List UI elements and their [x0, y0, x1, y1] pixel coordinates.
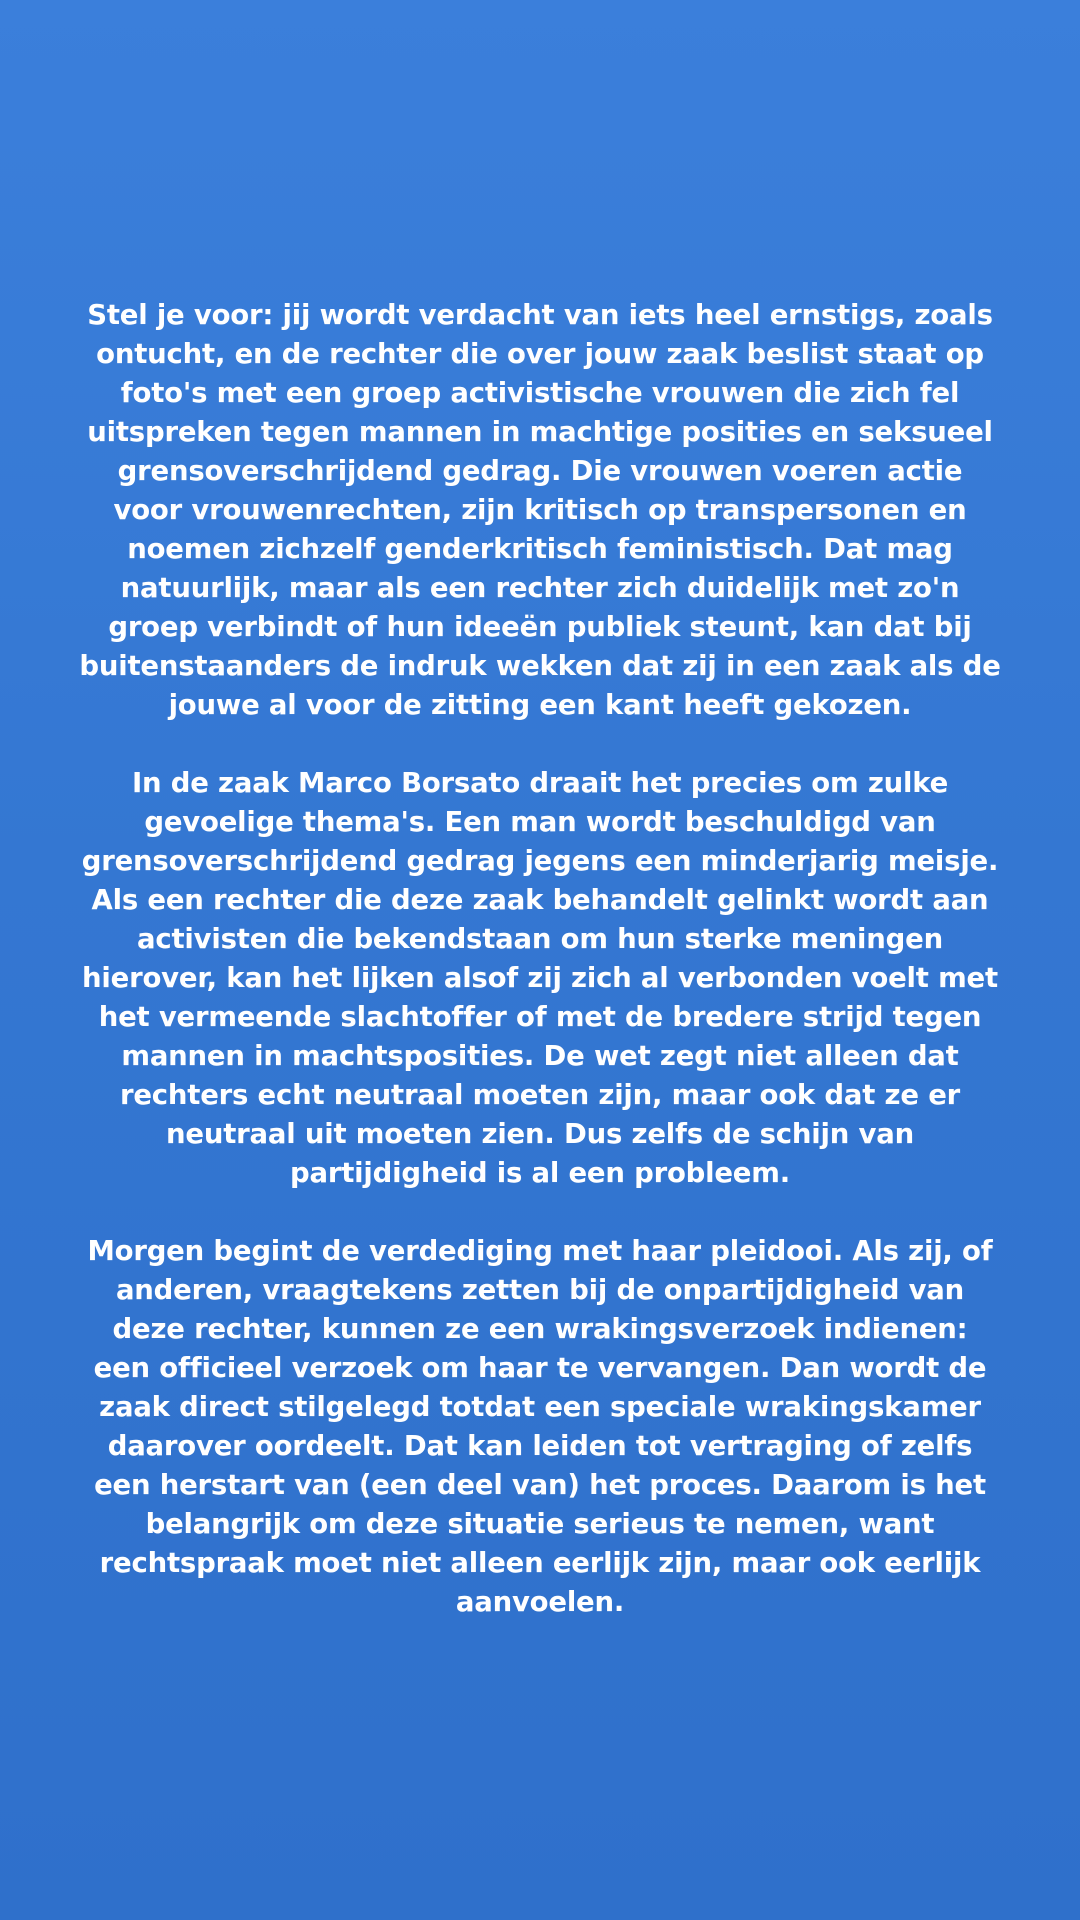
text-line: belangrijk om deze situatie serieus te nemen, want: [145, 1508, 935, 1540]
text-line: uitspreken tegen mannen in machtige posities en seksueel: [87, 416, 993, 448]
text-line: deze rechter, kunnen ze een wrakingsverzoek indienen:: [112, 1313, 968, 1345]
text-line: gevoelige thema's. Een man wordt beschuldigd van: [144, 806, 936, 838]
text-line: In de zaak Marco Borsato draait het precies om zulke: [131, 767, 949, 799]
text-line: zaak direct stilgelegd totdat een speciale wrakingskamer: [99, 1391, 981, 1423]
text-line: groep verbindt of hun ideeën publiek steunt, kan dat bij: [108, 611, 972, 643]
text-line: het vermeende slachtoffer of met de bredere strijd tegen: [98, 1001, 982, 1033]
text-line: aanvoelen.: [455, 1586, 625, 1618]
text-line: natuurlijk, maar als een rechter zich duidelijk met zo'n: [120, 572, 960, 604]
text-line: mannen in machtsposities. De wet zegt niet alleen dat: [121, 1040, 959, 1072]
text-line: een officieel verzoek om haar te vervangen. Dan wordt de: [93, 1352, 987, 1384]
text-line: voor vrouwenrechten, zijn kritisch op transpersonen en: [113, 494, 967, 526]
story-text-block: [40, 296, 1040, 1661]
text-line: grensoverschrijdend gedrag. Die vrouwen voeren actie: [117, 455, 963, 487]
paragraph-1: [40, 296, 1040, 725]
text-line: jouwe al voor de zitting een kant heeft gekozen.: [168, 689, 912, 721]
text-line: hierover, kan het lijken alsof zij zich al verbonden voelt met: [82, 962, 998, 994]
text-line: een herstart van (een deel van) het proces. Daarom is het: [94, 1469, 986, 1501]
text-line: foto's met een groep activistische vrouwen die zich fel: [120, 377, 960, 409]
text-line: noemen zichzelf genderkritisch feministisch. Dat mag: [127, 533, 953, 565]
text-line: Als een rechter die deze zaak behandelt gelinkt wordt aan: [91, 884, 989, 916]
text-line: daarover oordeelt. Dat kan leiden tot vertraging of zelfs: [107, 1430, 973, 1462]
text-line: partijdigheid is al een probleem.: [290, 1157, 790, 1189]
text-line: grensoverschrijdend gedrag jegens een minderjarig meisje.: [81, 845, 999, 877]
text-line: buitenstaanders de indruk wekken dat zij in een zaak als de: [79, 650, 1001, 682]
paragraph-2: [40, 764, 1040, 1193]
text-line: Morgen begint de verdediging met haar pleidooi. Als zij, of: [87, 1235, 993, 1267]
paragraph-3: [40, 1232, 1040, 1622]
text-line: ontucht, en de rechter die over jouw zaak beslist staat op: [96, 338, 984, 370]
text-line: neutraal uit moeten zien. Dus zelfs de schijn van: [166, 1118, 914, 1150]
text-line: anderen, vraagtekens zetten bij de onpartijdigheid van: [115, 1274, 965, 1306]
text-line: Stel je voor: jij wordt verdacht van iets heel ernstigs, zoals: [87, 299, 993, 331]
text-line: rechtspraak moet niet alleen eerlijk zijn, maar ook eerlijk: [99, 1547, 981, 1579]
text-line: activisten die bekendstaan om hun sterke meningen: [137, 923, 943, 955]
text-line: rechters echt neutraal moeten zijn, maar ook dat ze er: [119, 1079, 961, 1111]
